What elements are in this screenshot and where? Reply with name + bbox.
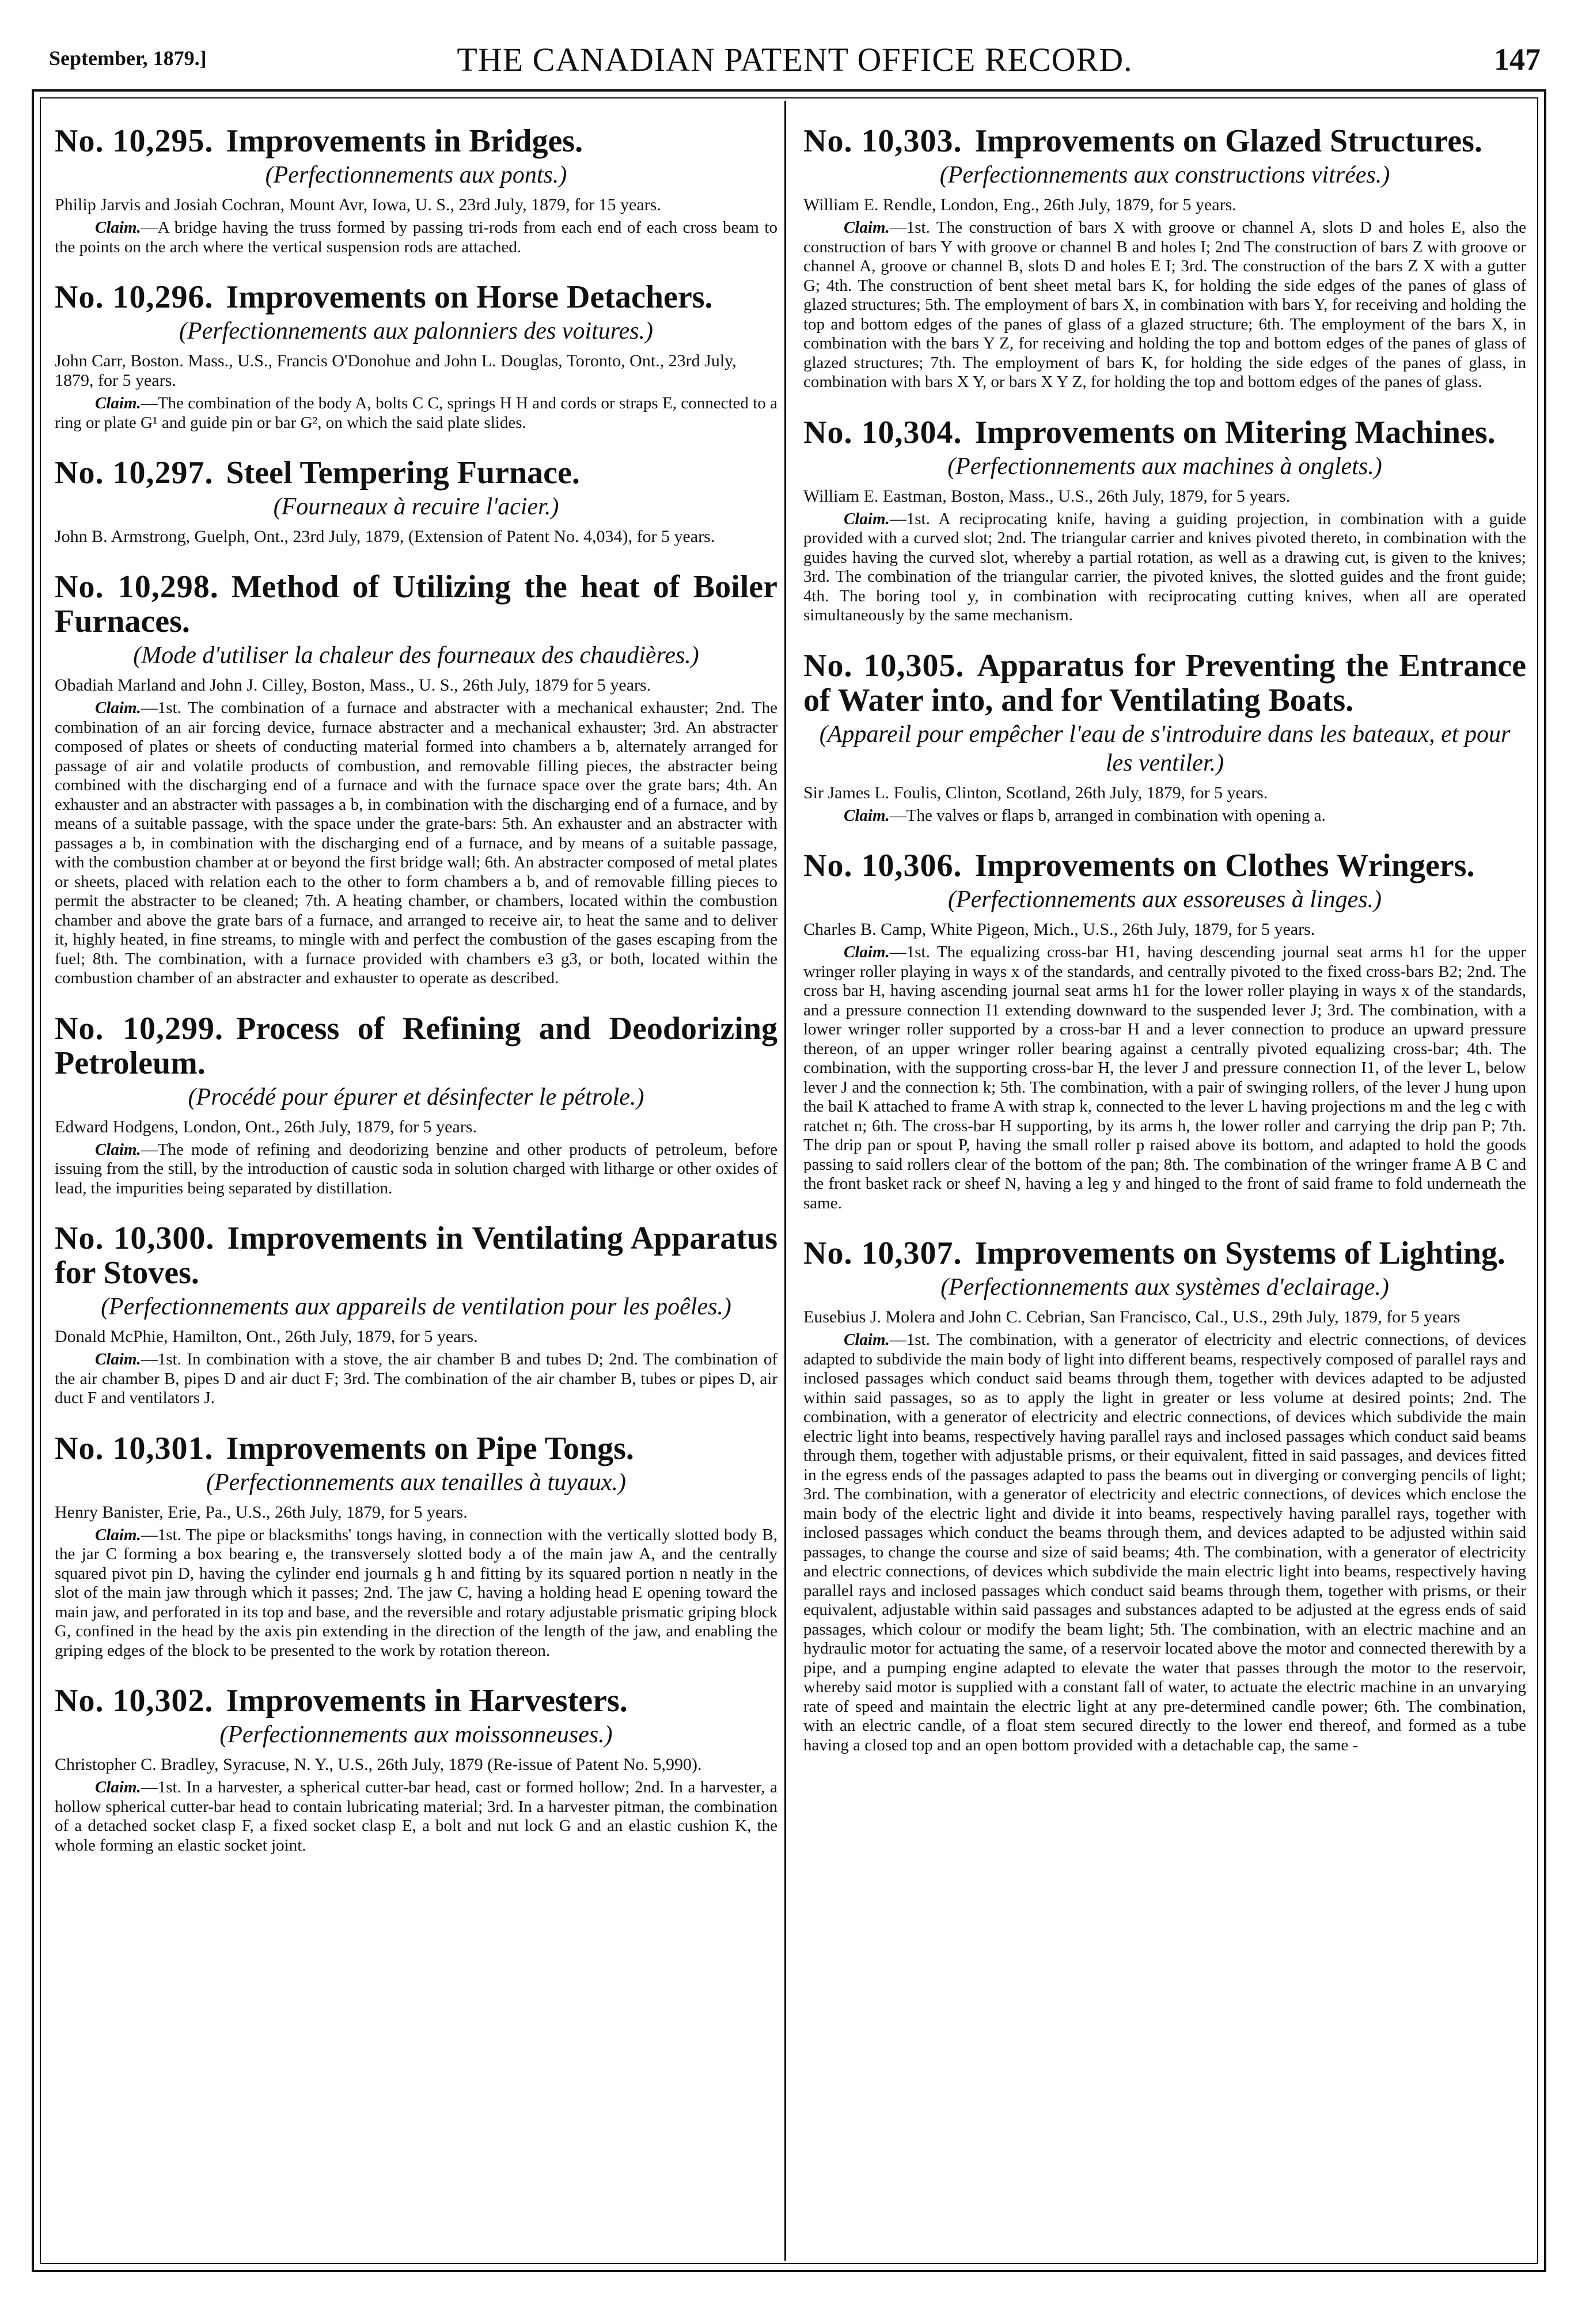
french-title: (Mode d'utiliser la chaleur des fourneaux des chaudières.)	[133, 642, 699, 669]
right-column	[803, 124, 1526, 1778]
patent-heading	[55, 1011, 777, 1081]
patent-entry	[803, 848, 1526, 1213]
claim-body: —1st. The construction of bars X with groove or channel A, slots D and holes E, also the construction of bars Y with groove or channel B and holes I; 2nd The construction of bars Z with groove or channel A, groove or channel B, slots D and holes E I; 3rd. The construction of the bars Z X with a gutter G; 4th. The construction of bent sheet metal bars K, for holding the side edges of the panes of glass of glazed structures; 5th. The employment of bars X, in combination with bars Y, for receiving and holding the top and bottom edges of the panes of glass of a glazed structure; 6th. The employment of the bars X, in combination with the bars Y Z, for receiving and holding the top and bottom edges of the panes of glass of glazed structures; 7th. The employment of bars K, for holding the side edges of the panes of glass, in combination with bars X Y, or bars X Y Z, for holding the top and bottom edges of the panes of glass.	[803, 218, 1526, 391]
claim-body: —The mode of refining and deodorizing benzine and other products of petroleum, before issuing from the still, by the introduction of caustic soda in solution charged with litharge or other oxides of lead, the impurities being separated by distillation.	[55, 1140, 777, 1197]
inventor-line: Eusebius J. Molera and John C. Cebrian, San Francisco, Cal., U.S., 29th July, 1879, for 5 years	[803, 1307, 1461, 1326]
page-header	[49, 36, 1541, 82]
claim-text	[55, 394, 777, 433]
claim-text	[55, 699, 777, 988]
claim-label: Claim.	[844, 509, 890, 528]
patent-entry	[803, 649, 1526, 826]
journal-title: THE CANADIAN PATENT OFFICE RECORD.	[457, 41, 1133, 78]
patent-title: Improvements in Ventilating Apparatus for Stoves.	[55, 1220, 777, 1291]
claim-text	[55, 1526, 777, 1661]
french-title: (Perfectionnements aux constructions vitrées.)	[939, 162, 1390, 188]
inventor-line: Donald McPhie, Hamilton, Ont., 26th July, 1879, for 5 years.	[55, 1327, 478, 1346]
patent-heading	[55, 1684, 777, 1718]
claim-body: —1st. A reciprocating knife, having a guiding projection, in combination with a guide provided with a curved slot; 2nd. The triangular carrier and knives pivoted thereto, in combination with the guides having the curved slot, whereby a partial rotation, as well as a drawing cut, is given to the knives; 3rd. The combination of the triangular carrier, the pivoted knives, the slotted guides and the front guide; 4th. The boring tool y, in combination with reciprocating cutting knives, when all are operated simultaneously by the same mechanism.	[803, 509, 1526, 624]
french-title: (Appareil pour empêcher l'eau de s'introduire dans les bateaux, et pour les ventiler.)	[819, 721, 1511, 776]
patent-number: No. 10,306.	[803, 848, 962, 884]
patent-entry	[55, 1684, 777, 1855]
claim-label: Claim.	[844, 1330, 890, 1349]
patent-entry	[55, 1431, 777, 1661]
claim-label: Claim.	[844, 218, 890, 237]
patent-title: Improvements on Clothes Wringers.	[974, 848, 1475, 884]
patent-title: Improvements on Glazed Structures.	[974, 123, 1482, 159]
patent-number: No. 10,298.	[55, 569, 219, 605]
claim-label: Claim.	[95, 394, 141, 412]
french-title: (Procédé pour épurer et désinfecter le pétrole.)	[188, 1083, 644, 1110]
left-column	[55, 124, 777, 1878]
patent-entry	[803, 1236, 1526, 1755]
inventor-line: Charles B. Camp, White Pigeon, Mich., U.S., 26th July, 1879, for 5 years.	[803, 920, 1315, 939]
inventor-line: William E. Rendle, London, Eng., 26th July, 1879, for 5 years.	[803, 195, 1236, 214]
french-title: (Perfectionnements aux essoreuses à linges.)	[947, 886, 1382, 913]
patent-entry	[55, 1011, 777, 1199]
patent-entry	[55, 456, 777, 547]
patent-title: Process of Refining and Deodorizing Petroleum.	[55, 1010, 777, 1081]
patent-heading	[55, 456, 777, 490]
patent-heading	[803, 848, 1526, 883]
patent-number: No. 10,300.	[55, 1220, 215, 1256]
claim-text	[803, 510, 1526, 625]
inventor-line: Edward Hodgens, London, Ont., 26th July, 1879, for 5 years.	[55, 1117, 477, 1136]
patent-number: No. 10,297.	[55, 455, 214, 491]
inventor-line: Henry Banister, Erie, Pa., U.S., 26th July, 1879, for 5 years.	[55, 1502, 468, 1522]
column-divider	[784, 101, 786, 2261]
french-title: (Perfectionnements aux moissonneuses.)	[219, 1722, 613, 1748]
claim-label: Claim.	[95, 699, 141, 717]
issue-date: September, 1879.]	[49, 47, 207, 70]
claim-label: Claim.	[844, 943, 890, 961]
claim-text	[803, 806, 1526, 826]
patent-number: No. 10,301.	[55, 1430, 214, 1466]
patent-heading	[803, 1236, 1526, 1271]
claim-body: —The valves or flaps b, arranged in combination with opening a.	[889, 806, 1326, 825]
patent-title: Improvements on Horse Detachers.	[226, 279, 713, 315]
patent-heading	[55, 124, 777, 158]
claim-body: —A bridge having the truss formed by passing tri-rods from each end of each cross beam to the points on the arch where the vertical suspension rods are attached.	[55, 218, 777, 256]
patent-number: No. 10,303.	[803, 123, 962, 159]
inventor-line: Philip Jarvis and Josiah Cochran, Mount Avr, Iowa, U. S., 23rd July, 1879, for 15 years.	[55, 195, 661, 214]
patent-entry	[55, 1221, 777, 1408]
claim-label: Claim.	[95, 1350, 141, 1368]
claim-text	[55, 1350, 777, 1408]
patent-title: Apparatus for Preventing the Entrance of Water into, and for Ventilating Boats.	[803, 647, 1526, 718]
patent-heading	[803, 415, 1526, 450]
patent-number: No. 10,305.	[803, 647, 965, 684]
patent-heading	[803, 649, 1526, 718]
patent-title: Steel Tempering Furnace.	[226, 455, 580, 491]
french-title: (Perfectionnements aux appareils de ventilation pour les poêles.)	[101, 1294, 731, 1320]
patent-title: Improvements on Mitering Machines.	[974, 414, 1496, 450]
patent-entry	[55, 280, 777, 433]
patent-number: No. 10,299.	[55, 1010, 223, 1047]
patent-heading	[803, 124, 1526, 158]
patent-title: Method of Utilizing the heat of Boiler Furnaces.	[55, 569, 777, 639]
claim-label: Claim.	[95, 1140, 141, 1159]
inventor-line: Sir James L. Foulis, Clinton, Scotland, 26th July, 1879, for 5 years.	[803, 783, 1268, 802]
patent-number: No. 10,295.	[55, 123, 214, 159]
patent-heading	[55, 280, 777, 314]
inventor-line: William E. Eastman, Boston, Mass., U.S., 26th July, 1879, for 5 years.	[803, 486, 1291, 506]
patent-title: Improvements in Harvesters.	[226, 1683, 628, 1719]
patent-entry	[803, 415, 1526, 625]
claim-label: Claim.	[95, 1778, 141, 1796]
french-title: (Perfectionnements aux palonniers des voitures.)	[179, 318, 654, 344]
claim-body: —1st. In a harvester, a spherical cutter-bar head, cast or formed hollow; 2nd. In a harvester, a hollow spherical cutter-bar head to contain lubricating material; 3rd. In a harvester pitman, the combination of a detached socket clasp F, a fixed socket clasp E, a bolt and nut lock G and an elastic cushion K, the whole forming an elastic socket joint.	[55, 1778, 777, 1855]
patent-entry	[55, 124, 777, 257]
french-title: (Perfectionnements aux systèmes d'eclairage.)	[940, 1274, 1389, 1301]
patent-heading	[55, 1431, 777, 1466]
patent-number: No. 10,307.	[803, 1235, 962, 1271]
french-title: (Perfectionnements aux ponts.)	[265, 162, 567, 188]
patent-entry	[55, 570, 777, 988]
claim-text	[803, 1330, 1526, 1755]
page-number: 147	[1494, 42, 1541, 77]
claim-body: —1st. The combination, with a generator of electricity and electric connections, of devices adapted to subdivide the main body of light into different beams, respectively composed of parallel rays and inclosed passages which conduct said beams through them, together with devices adapted to be adjusted within said passages, so as to apply the light in greater or less volume at desired points; 2nd. The combination, with a generator of electricity and electric connections, of devices which subdivide the main electric light into beams, respectively having parallel rays and inclosed passages which conduct said beams through them, together with adjustable prisms, or their equivalent, fitted in said passages, and devices fitted in the egress ends of the passages adapted to pass the beams out in diverging or converging pencils of light; 3rd. The combination, with a generator of electricity and electric connections, of devices which enclose the main body of the electric light and divide it into beams, respectively having parallel rays, together with inclosed passages which conduct the beams through them, and devices adapted to be adjusted within said passages, to change the course and size of said beams; 4th. The combination, with a generator of electricity and electric connections, of devices which subdivide the main electric light into beams, respectively having parallel rays and inclosed passages which conduct said beams through them, together with prisms, or their equivalent, adjustable within said passages and substances adapted to be adjusted at the egress ends of said passages, which colour or modify the beam light; 5th. The combination, with an electric machine and an hydraulic motor for actuating the same, of a reservoir located above the motor and connected therewith by a pipe, and a pumping engine adapted to elevate the water that passes through the motor to the reservoir, whereby said motor is supplied with a constant fall of water, to actuate the electric machine in an unvarying rate of speed and maintain the electric light at any pre-determined candle power; 6th. The combination, with an electric candle, of a float stem secured directly to the lower end thereof, and formed as a tube having a closed top and an open bottom provided with a detachable cap, the same -	[803, 1330, 1526, 1754]
claim-label: Claim.	[844, 806, 890, 825]
patent-heading	[55, 570, 777, 639]
claim-body: —1st. In combination with a stove, the air chamber B and tubes D; 2nd. The combination of the air chamber B, pipes D and air duct F; 3rd. The combination of the air chamber B, tubes or pipes D, air duct F and ventilators J.	[55, 1350, 777, 1407]
claim-text	[803, 943, 1526, 1213]
inventor-line: John B. Armstrong, Guelph, Ont., 23rd July, 1879, (Extension of Patent No. 4,034), for 5 years.	[55, 527, 715, 546]
claim-body: —The combination of the body A, bolts C C, springs H H and cords or straps E, connected to a ring or plate G¹ and guide pin or bar G², on which the said plate slides.	[55, 394, 777, 432]
claim-body: —1st. The equalizing cross-bar H1, having descending journal seat arms h1 for the upper wringer roller playing in ways x of the standards, and centrally pivoted to the fixed cross-bars B2; 2nd. The cross bar H, having ascending journal seat arms h1 for the lower roller playing in ways x of the standards, and a pressure connection I1 extending downward to the suspended lever J; 3rd. The combination, with a lower wringer roller supported by a cross-bar H and a lever connection to produce an upward pressure thereon, of an upper wringer roller bearing against a centrally pivoted equalizing cross-bar; 4th. The combination, with the supporting cross-bar H, the lever J and pressure connection I1, of the lever L, below lever J and the connection k; 5th. The combination, with a pair of swinging rollers, of the lever J hung upon the bail K attached to frame A with strap k, connected to the lever L having projections m and the leg c with ratchet n; 6th. The cross-bar H supporting, by its arms h, the lower roller and carrying the drip pan P; 7th. The drip pan or spout P, having the small roller p raised above its bottom, and adapted to hold the goods passing to said rollers clear of the bottom of the pan; 8th. The combination of the wringer frame A B C and the front basket rack or sheef N, having a leg y and hinged to the front of said frame to fold underneath the same.	[803, 943, 1526, 1212]
french-title: (Perfectionnements aux machines à onglets.)	[947, 453, 1382, 480]
patent-heading	[55, 1221, 777, 1290]
patent-number: No. 10,304.	[803, 414, 962, 450]
claim-text	[55, 1140, 777, 1199]
patent-number: No. 10,302.	[55, 1683, 214, 1719]
inventor-line: John Carr, Boston. Mass., U.S., Francis O'Donohue and John L. Douglas, Toronto, Ont., 23rd July, 1879, for 5 years.	[55, 351, 737, 390]
patent-number: No. 10,296.	[55, 279, 214, 315]
claim-text	[55, 218, 777, 257]
inventor-line: Obadiah Marland and John J. Cilley, Boston, Mass., U. S., 26th July, 1879 for 5 years.	[55, 676, 651, 695]
claim-body: —1st. The pipe or blacksmiths' tongs having, in connection with the vertically slotted body B, the jar C forming a box bearing e, the transversely slotted body a of the main jaw A, and the centrally squared pivot pin D, having the cylinder end journals g h and fitting by its squared portion n neatly in the slot of the main jaw through which it passes; 2nd. The jaw C, having a holding head E opening toward the main jaw, and perforated in its top and base, and the reversible and rotary adjustable prismatic griping block G, confined in the head by the axis pin extending in the direction of the length of the jaw, and enabling the griping edges of the block to be presented to the work by rotation thereon.	[55, 1525, 777, 1660]
claim-text	[55, 1778, 777, 1855]
claim-body: —1st. The combination of a furnace and abstracter with a mechanical exhauster; 2nd. The combination of an air forcing device, furnace abstracter and a mechanical exhauster; 3rd. An abstracter composed of plates or sheets of conducting material formed into chambers a b, alternately arranged for passage of air and volatile products of combustion, and removable filling pieces, the abstracter being combined with the discharging end of a furnace and with the furnace space over the grate bars; 4th. An exhauster and an abstracter with passages a b, in combination with the discharging end of a furnace, and by means of a suitable passage, with the space under the grate-bars: 5th. An exhauster and an abstracter with passages a b, in combination with the discharging end of a furnace, and by means of a suitable passage, with the combustion chamber at or beyond the first bridge wall; 6th. An abstracter composed of metal plates or sheets, placed with relation each to the other to form chambers a b, and of removable filling pieces to permit the abstracter to be cleaned; 7th. A heating chamber, or chambers, located within the combustion chamber and above the grate bars of a furnace, and arranged to receive air, to heat the same and to deliver it, highly heated, in fine streams, to mingle with and perfect the combustion of the gases escaping from the fuel; 8th. The combination, with a furnace provided with chambers e3 g3, or both, located within the combustion chamber of an abstracter and exhauster to operate as described.	[55, 699, 777, 987]
claim-label: Claim.	[95, 1525, 141, 1544]
french-title: (Fourneaux à recuire l'acier.)	[273, 494, 559, 520]
patent-title: Improvements on Systems of Lighting.	[974, 1235, 1505, 1271]
claim-label: Claim.	[95, 218, 141, 237]
patent-title: Improvements in Bridges.	[226, 123, 583, 159]
french-title: (Perfectionnements aux tenailles à tuyaux.)	[206, 1469, 626, 1496]
patent-title: Improvements on Pipe Tongs.	[226, 1430, 634, 1466]
patent-entry	[803, 124, 1526, 392]
inventor-line: Christopher C. Bradley, Syracuse, N. Y., U.S., 26th July, 1879 (Re-issue of Patent No. 5,990).	[55, 1755, 702, 1774]
claim-text	[803, 218, 1526, 392]
